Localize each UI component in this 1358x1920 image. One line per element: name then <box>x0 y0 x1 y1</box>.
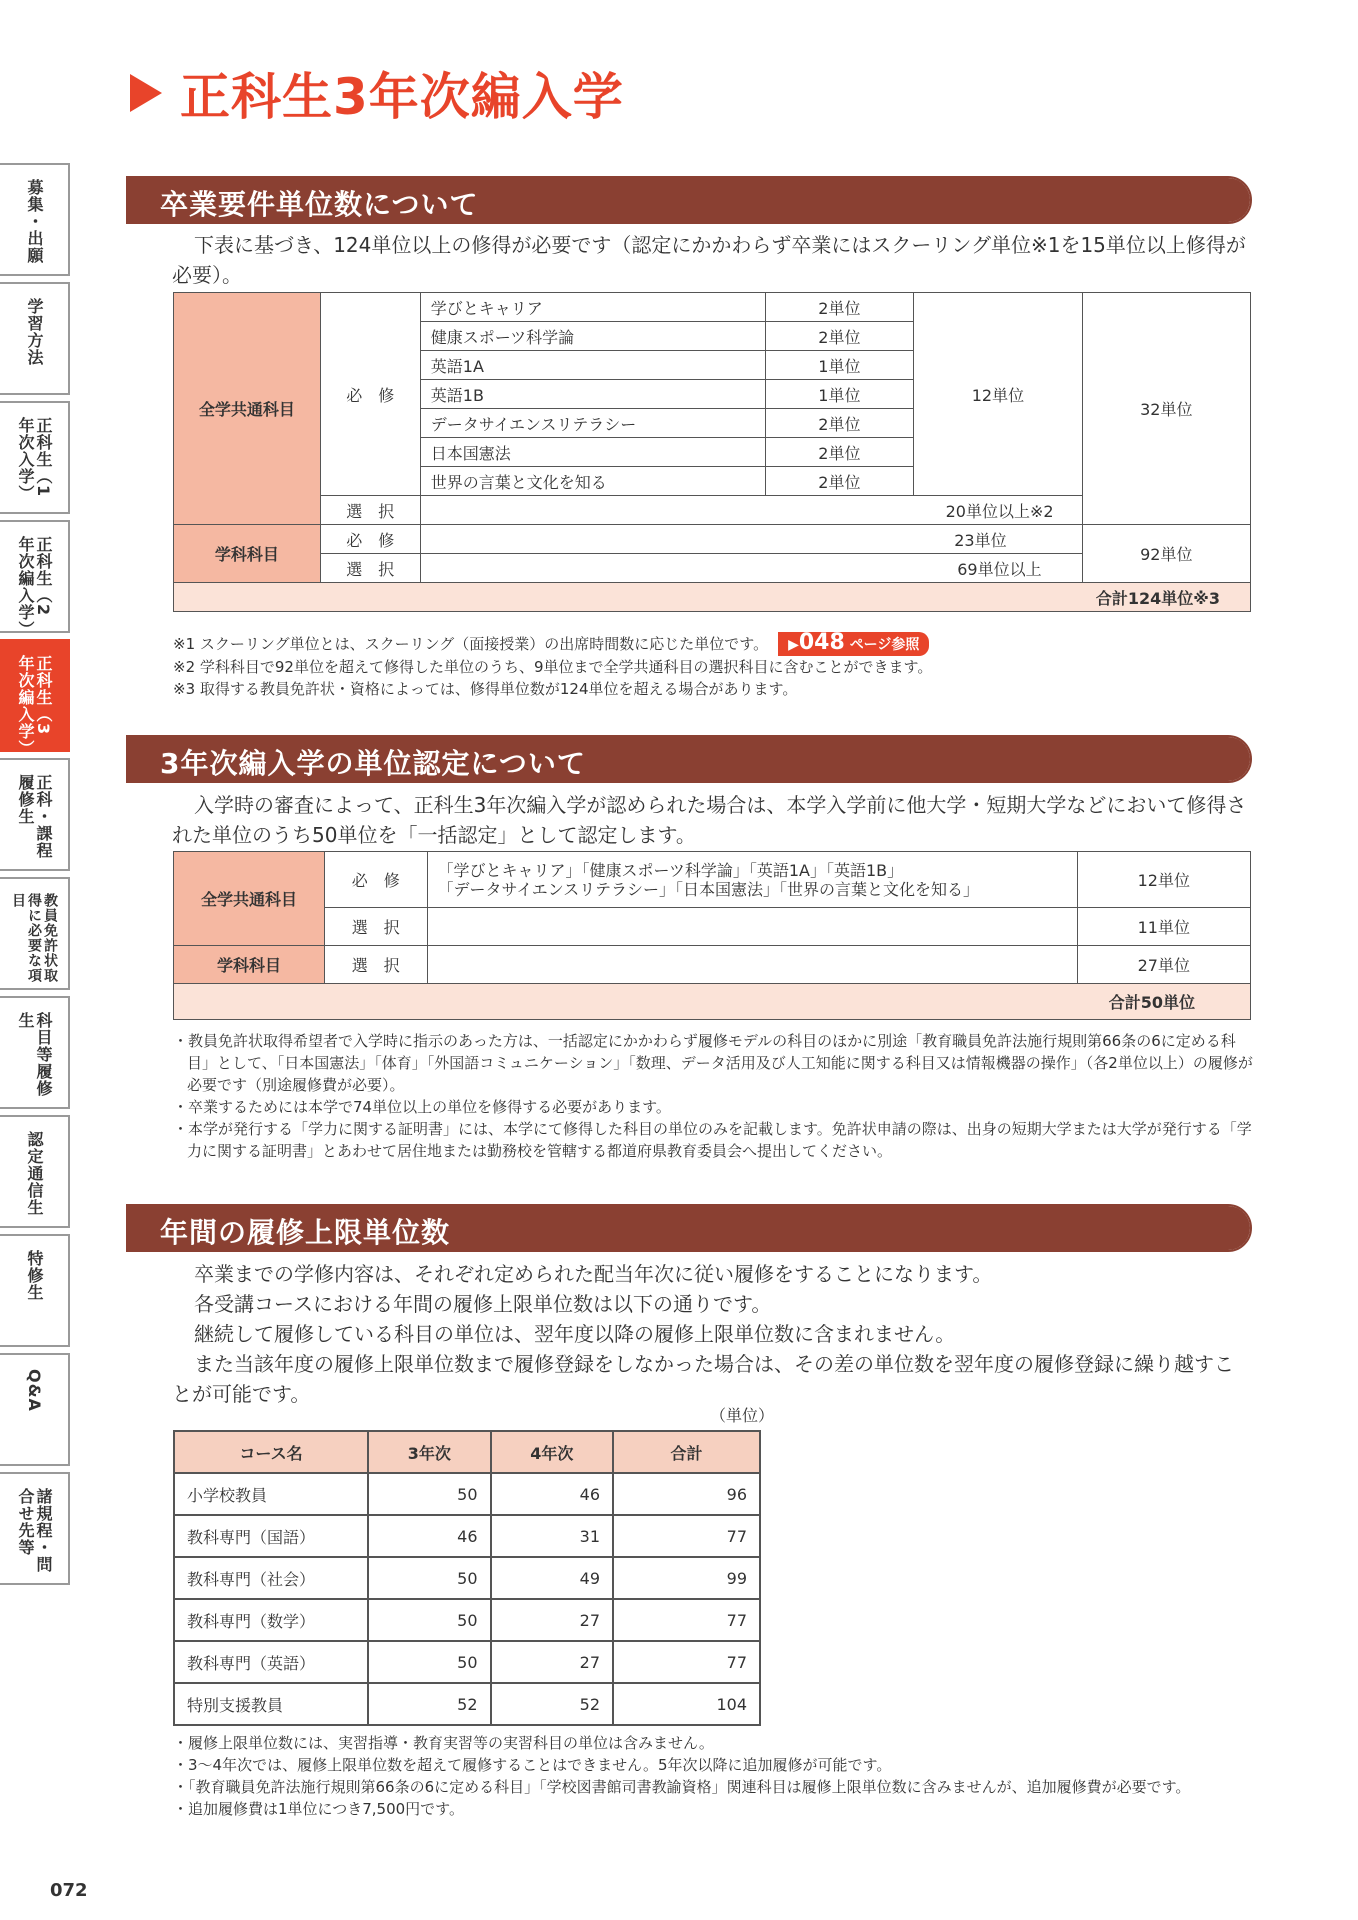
subject-cell: データサイエンスリテラシー <box>420 409 765 438</box>
empty-cell <box>427 908 1077 946</box>
graduation-requirements-table <box>173 292 1251 612</box>
total-cell: 77 <box>613 1515 760 1557</box>
side-tab-label: 正科生（1年次入学） <box>16 417 53 502</box>
notes-list <box>173 1030 1253 1162</box>
type-cell: 選 択 <box>320 496 420 525</box>
course-cell: 教科専門（数学） <box>174 1599 368 1641</box>
course-cell: 教科専門（英語） <box>174 1641 368 1683</box>
grand-total-cell: 合計124単位※3 <box>174 583 1251 612</box>
note-item: ・3～4年次では、履修上限単位数を超えて履修することはできません。5年次以降に追加履修が可能です。 <box>173 1756 892 1774</box>
common-sentaku-cell: 20単位以上※2 <box>420 496 1082 525</box>
section-title: 卒業要件単位数について <box>160 188 479 221</box>
section-header-credit-recognition <box>128 737 1250 781</box>
side-tab-label: 募集・出願 <box>25 179 44 264</box>
year3-cell: 52 <box>368 1683 491 1725</box>
column-header: 3年次 <box>368 1431 491 1473</box>
note-item: ・教員免許状取得希望者で入学時に指示のあった方は、一括認定にかかわらず履修モデルの科目のほかに別途「教育職員免許法施行規則第66条の6に定める科目」として、「日本国憲法」「体育」「外国語コミュニケーション」「数理、データ活用及び人工知能に関する科目又は情報機器の操作」（各2単位以上）の履修が必要です（別途履修費が必要）。 <box>173 1032 1253 1094</box>
page-title-text: 正科生3年次編入学 <box>180 68 624 126</box>
title-triangle-icon <box>130 74 162 112</box>
type-cell: 選 択 <box>325 946 427 984</box>
section-intro <box>172 790 1252 850</box>
section-header-graduation <box>128 178 1250 222</box>
page-ref-link[interactable]: ▶048 ページ参照 <box>778 632 929 656</box>
year4-cell: 27 <box>491 1641 614 1683</box>
side-tab-label: 科目等履修生 <box>16 1012 53 1097</box>
section-intro <box>172 230 1252 290</box>
unit-label: （単位） <box>710 1406 775 1425</box>
side-tab-label: 諸規程・問合せ先等 <box>16 1488 53 1573</box>
table-row <box>174 1683 760 1725</box>
footnote-text: ※1 スクーリング単位とは、スクーリング（面接授業）の出席時間数に応じた単位です。 <box>173 635 769 653</box>
total-cell: 96 <box>613 1473 760 1515</box>
credits-cell: 2単位 <box>765 409 914 438</box>
subject-cell: 学びとキャリア <box>420 293 765 322</box>
intro-text: 入学時の審査によって、正科生3年次編入学が認められた場合は、本学入学前に他大学・短期大学などにおいて修得された単位のうち50単位を「一括認定」として認定します。 <box>172 793 1247 847</box>
subject-cell: 英語1A <box>420 351 765 380</box>
type-cell: 選 択 <box>320 554 420 583</box>
type-cell: 必 修 <box>320 525 420 554</box>
dept-sentaku-cell: 69単位以上 <box>420 554 1082 583</box>
side-tab-10[interactable] <box>0 1353 70 1466</box>
dept-total-cell: 92単位 <box>1082 525 1250 583</box>
column-header: 合計 <box>613 1431 760 1473</box>
year4-cell: 31 <box>491 1515 614 1557</box>
note-item: ・「教育職員免許法施行規則第66条の6に定める科目」「学校図書館司書教諭資格」関連科目は履修上限単位数に含みませんが、追加履修費が必要です。 <box>173 1778 1191 1796</box>
section-header-annual-limit <box>128 1206 1250 1250</box>
year3-cell: 50 <box>368 1599 491 1641</box>
note-item: ・履修上限単位数には、実習指導・教育実習等の実習科目の単位は含みません。 <box>173 1734 714 1752</box>
table-row <box>174 1641 760 1683</box>
note-item: ・追加履修費は1単位につき7,500円です。 <box>173 1800 464 1818</box>
year4-cell: 52 <box>491 1683 614 1725</box>
column-header: 4年次 <box>491 1431 614 1473</box>
table-row <box>174 1599 760 1641</box>
side-tab-label: 正科生（2年次編入学） <box>16 536 53 638</box>
category-cell: 学科科目 <box>174 525 321 583</box>
side-tab-7[interactable] <box>0 996 70 1109</box>
category-cell: 全学共通科目 <box>174 293 321 525</box>
category-cell: 学科科目 <box>174 946 325 984</box>
subjects-line: 「データサイエンスリテラシー」「日本国憲法」「世界の言葉と文化を知る」 <box>437 879 979 899</box>
credits-cell: 2単位 <box>765 322 914 351</box>
intro-text: また当該年度の履修上限単位数まで履修登録をしなかった場合は、その差の単位数を翌年度の履修登録に繰り越すことが可能です。 <box>172 1352 1234 1406</box>
intro-text: 下表に基づき、124単位以上の修得が必要です（認定にかかわらず卒業にはスクーリング単位※1を15単位以上修得が必要）。 <box>172 233 1246 287</box>
total-cell: 77 <box>613 1599 760 1641</box>
year3-cell: 50 <box>368 1473 491 1515</box>
page-ref-label: ページ参照 <box>849 637 920 653</box>
type-cell: 必 修 <box>325 852 427 908</box>
annual-limit-table <box>173 1430 761 1726</box>
side-tab-label: 正科・課程履修生 <box>16 774 53 859</box>
side-tab-6[interactable] <box>0 877 70 990</box>
credits-cell: 12単位 <box>1077 852 1250 908</box>
side-tab-label: 教員免許状取得に必要な項目 <box>10 893 58 983</box>
footnote <box>173 632 932 656</box>
table-row <box>174 1557 760 1599</box>
subjects-line: 「学びとキャリア」「健康スポーツ科学論」「英語1A」「英語1B」 <box>437 860 904 880</box>
course-cell: 教科専門（社会） <box>174 1557 368 1599</box>
side-tab-8[interactable] <box>0 1115 70 1228</box>
hisshu-total-cell: 12単位 <box>914 293 1082 496</box>
footnote: ※2 学科科目で92単位を超えて修得した単位のうち、9単位まで全学共通科目の選択科目に含むことができます。 <box>173 658 933 676</box>
intro-text: 卒業までの学修内容は、それぞれ定められた配当年次に従い履修をすることになります。 <box>194 1262 993 1286</box>
subjects-cell <box>427 852 1077 908</box>
side-tab-label: 認定通信生 <box>25 1131 44 1216</box>
side-tab-5[interactable] <box>0 758 70 871</box>
total-cell: 104 <box>613 1683 760 1725</box>
credits-cell: 11単位 <box>1077 908 1250 946</box>
course-cell: 教科専門（国語） <box>174 1515 368 1557</box>
credit-recognition-table <box>173 851 1251 1020</box>
common-total-cell: 32単位 <box>1082 293 1250 525</box>
footnotes <box>173 632 932 700</box>
side-tab-label: 特修生 <box>25 1250 44 1301</box>
side-tab-label: 学習方法 <box>25 298 44 366</box>
side-tab-2[interactable] <box>0 401 70 514</box>
table-row <box>174 1515 760 1557</box>
table-row <box>174 1473 760 1515</box>
side-tab-9[interactable] <box>0 1234 70 1347</box>
subject-cell: 英語1B <box>420 380 765 409</box>
credits-cell: 2単位 <box>765 293 914 322</box>
total-cell: 77 <box>613 1641 760 1683</box>
column-header: コース名 <box>174 1431 368 1473</box>
notes-list <box>173 1732 1253 1820</box>
page-title <box>130 58 624 128</box>
side-tab-11[interactable] <box>0 1472 70 1585</box>
side-tab-4[interactable] <box>0 639 70 757</box>
year4-cell: 49 <box>491 1557 614 1599</box>
dept-hisshu-cell: 23単位 <box>420 525 1082 554</box>
page-ref-number: 048 <box>798 630 845 655</box>
section-title: 年間の履修上限単位数 <box>160 1216 451 1249</box>
side-tab-1[interactable] <box>0 282 70 395</box>
section-intro <box>172 1259 1252 1409</box>
year4-cell: 27 <box>491 1599 614 1641</box>
course-cell: 小学校教員 <box>174 1473 368 1515</box>
side-tab-3[interactable] <box>0 520 70 638</box>
type-cell: 選 択 <box>325 908 427 946</box>
credits-cell: 1単位 <box>765 380 914 409</box>
intro-text: 継続して履修している科目の単位は、翌年度以降の履修上限単位数に含まれません。 <box>194 1322 956 1346</box>
credits-cell: 27単位 <box>1077 946 1250 984</box>
note-item: ・本学が発行する「学力に関する証明書」には、本学にて修得した科目の単位のみを記載します。免許状申請の際は、出身の短期大学または大学が発行する「学力に関する証明書」とあわせて居住地または勤務校を管轄する都道府県教育委員会へ提出してください。 <box>173 1120 1252 1160</box>
side-tab-label: 正科生（3年次編入学） <box>16 655 53 757</box>
type-cell: 必 修 <box>320 293 420 496</box>
subject-cell: 健康スポーツ科学論 <box>420 322 765 351</box>
category-cell: 全学共通科目 <box>174 852 325 946</box>
credits-cell: 2単位 <box>765 467 914 496</box>
credits-cell: 1単位 <box>765 351 914 380</box>
section-title: 3年次編入学の単位認定について <box>160 747 586 780</box>
year3-cell: 50 <box>368 1557 491 1599</box>
year4-cell: 46 <box>491 1473 614 1515</box>
credits-cell: 2単位 <box>765 438 914 467</box>
year3-cell: 46 <box>368 1515 491 1557</box>
empty-cell <box>427 946 1077 984</box>
note-item: ・卒業するためには本学で74単位以上の単位を修得する必要があります。 <box>173 1098 671 1116</box>
grand-total-cell: 合計50単位 <box>174 984 1251 1020</box>
page-number: 072 <box>50 1880 88 1901</box>
intro-text: 各受講コースにおける年間の履修上限単位数は以下の通りです。 <box>194 1292 772 1316</box>
subject-cell: 世界の言葉と文化を知る <box>420 467 765 496</box>
subject-cell: 日本国憲法 <box>420 438 765 467</box>
side-tab-0[interactable] <box>0 163 70 276</box>
side-tab-label: Q&A <box>25 1369 44 1412</box>
total-cell: 99 <box>613 1557 760 1599</box>
course-cell: 特別支援教員 <box>174 1683 368 1725</box>
footnote: ※3 取得する教員免許状・資格によっては、修得単位数が124単位を超える場合があります。 <box>173 680 798 698</box>
year3-cell: 50 <box>368 1641 491 1683</box>
